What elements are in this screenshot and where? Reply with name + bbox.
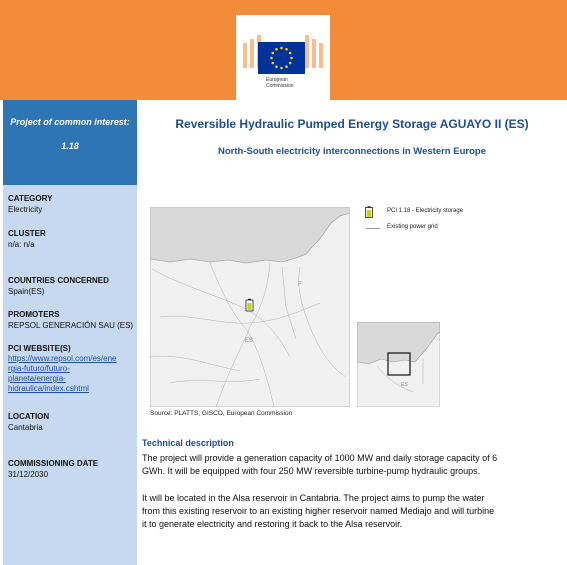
- inset-country-label: ES: [401, 382, 408, 388]
- ec-org-name: European Commission: [266, 77, 294, 89]
- page-title: Reversible Hydraulic Pumped Energy Storage AGUAYO II (ES): [175, 117, 529, 131]
- countries-label: COUNTRIES CONCERNED: [8, 276, 109, 285]
- cluster-label: CLUSTER: [8, 229, 46, 238]
- commissioning-value: 31/12/2030: [8, 470, 49, 479]
- location-value: Cantabria: [8, 423, 43, 432]
- cluster-value: n/a: n/a: [8, 240, 35, 249]
- project-map: [150, 207, 350, 407]
- eu-flag-icon: [258, 42, 305, 74]
- battery-marker-icon: [246, 299, 253, 311]
- commissioning-label: COMMISSIONING DATE: [8, 459, 99, 468]
- technical-paragraph-2: It will be located in the Alsa reservoir in Cantabria. The project aims to pump the water from this existing reservoir to an existing higher reservoir named Mediajo and will turbine it to generate electricity and restoring it back to the Alsa reservoir.: [142, 493, 495, 529]
- technical-heading: Technical description: [142, 438, 234, 448]
- country-label-es: ES: [245, 338, 254, 344]
- power-grid-legend-line: [366, 228, 380, 229]
- promoters-value: REPSOL GENERACIÓN SAU (ES): [8, 321, 134, 330]
- overview-map: [357, 322, 440, 407]
- pci-number: 1.18: [61, 141, 79, 151]
- map-source: Source: PLATTS, GISCO, European Commission: [150, 410, 293, 417]
- location-label: LOCATION: [8, 412, 50, 421]
- page-subtitle: North-South electricity interconnections in Western Europe: [218, 146, 486, 157]
- technical-paragraph-1: The project will provide a generation capacity of 1000 MW and daily storage capacity of 6 GWh. It will be equipped with four 250 MW reversible turbine-pump hydraulic groups.: [142, 453, 498, 476]
- pci-label: Project of common interest:: [10, 117, 130, 127]
- legend-grid-text: Existing power grid: [387, 224, 438, 230]
- countries-value: Spain(ES): [8, 287, 45, 296]
- category-label: CATEGORY: [8, 194, 53, 203]
- legend-storage-text: PCI 1.18 - Electricity storage: [387, 208, 464, 214]
- website-label: PCI WEBSITE(S): [8, 344, 71, 353]
- country-label-f: F: [298, 282, 302, 288]
- category-value: Electricity: [8, 205, 43, 214]
- promoters-label: PROMOTERS: [8, 310, 60, 319]
- website-link[interactable]: https://www.repsol.com/es/ene rgia-futuro/futuro- planeta/energia- hidraulica/index.cshtml: [8, 354, 117, 393]
- storage-legend-icon: [365, 206, 373, 218]
